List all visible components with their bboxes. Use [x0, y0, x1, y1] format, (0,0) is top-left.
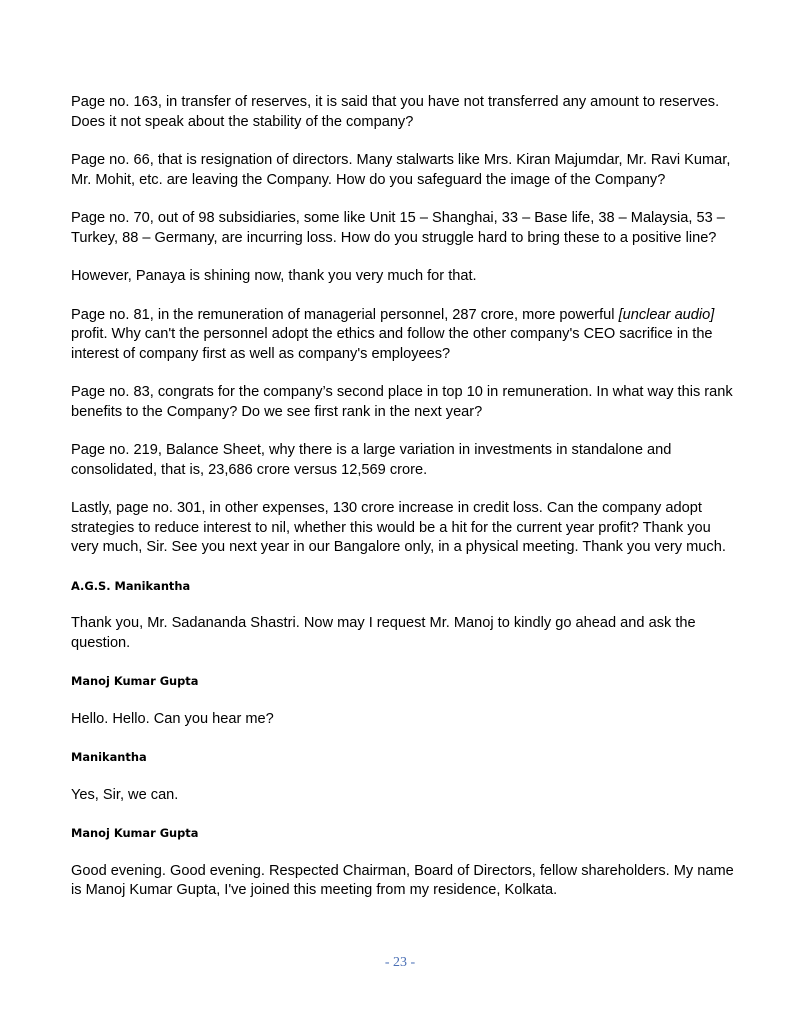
- paragraph-remuneration-end: profit. Why can't the personnel adopt the ethics and follow the other company's CEO sacrifice in the interest of company first as well as company's employees?: [71, 326, 713, 362]
- speaker-text: Good evening. Good evening. Respected Chairman, Board of Directors, fellow shareholders. My name is Manoj Kumar Gupta, I've joined this meeting from my residence, Kolkata.: [71, 862, 734, 898]
- paragraph-balance-sheet: Page no. 219, Balance Sheet, why there is a large variation in investments in standalone and consolidated, that is, 23,686 crore versus 12,569 crore.: [71, 442, 672, 478]
- speaker-text: Yes, Sir, we can.: [71, 786, 179, 803]
- paragraph-subsidiaries: Page no. 70, out of 98 subsidiaries, some like Unit 15 – Shanghai, 33 – Base life, 38 – Malaysia, 53 – Turkey, 88 – Germany, are incurring loss. How do you struggle hard to bring these to a positive line?: [71, 210, 725, 246]
- speaker-name: Manoj Kumar Gupta: [71, 826, 199, 840]
- paragraph-reserves: Page no. 163, in transfer of reserves, it is said that you have not transferred any amount to reserves. Does it not speak about the stability of the company?: [71, 94, 720, 130]
- paragraph-remuneration-start: Page no. 81, in the remuneration of managerial personnel, 287 crore, more powerful: [71, 306, 619, 323]
- page-number: - 23 -: [384, 955, 416, 970]
- paragraph-rank: Page no. 83, congrats for the company’s second place in top 10 in remuneration. In what way this rank benefits to the Company? Do we see first rank in the next year?: [71, 384, 733, 420]
- transcript-body: [71, 93, 741, 920]
- speaker-text: Thank you, Mr. Sadananda Shastri. Now may I request Mr. Manoj to kindly go ahead and ask the question.: [71, 615, 696, 651]
- paragraph-resignation: Page no. 66, that is resignation of directors. Many stalwarts like Mrs. Kiran Majumdar, Mr. Ravi Kumar, Mr. Mohit, etc. are leaving the Company. How do you safeguard the image of the Company?: [71, 152, 731, 188]
- speaker-name: A.G.S. Manikantha: [71, 578, 191, 593]
- paragraph-remuneration: [71, 306, 741, 365]
- paragraph-panaya: However, Panaya is shining now, thank you very much for that.: [71, 268, 477, 284]
- paragraph-expenses: Lastly, page no. 301, in other expenses, 130 crore increase in credit loss. Can the company adopt strategies to reduce interest to nil, whether this would be a hit for the current year profit? Thank you very much, Sir. See you next year in our Bangalore only, in a physical meeting. Thank you very much.: [71, 500, 726, 555]
- speaker-name: Manikantha: [71, 750, 147, 764]
- unclear-audio-note: [unclear audio]: [618, 306, 715, 323]
- speaker-name: Manoj Kumar Gupta: [71, 674, 199, 688]
- speaker-text: Hello. Hello. Can you hear me?: [71, 710, 274, 727]
